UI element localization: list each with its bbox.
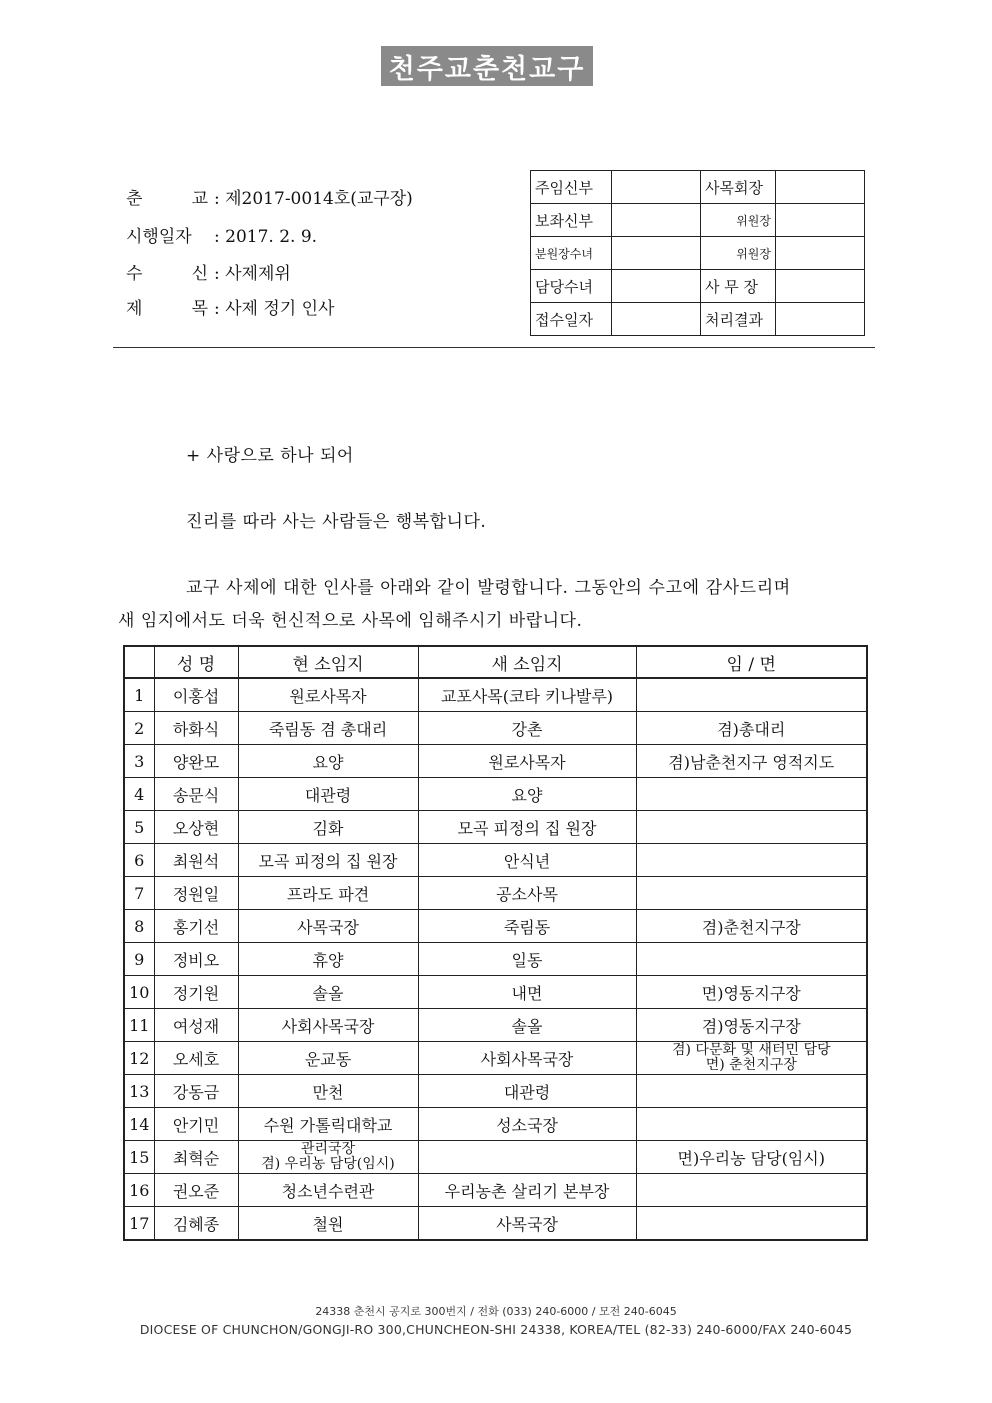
appointment-note-line: 겸) 다문화 및 새터민 담당 [671,1042,831,1058]
new-post [418,1141,636,1174]
motto-text: 진리를 따라 사는 사람들은 행복합니다. [186,512,487,532]
current-post: 김화 [238,811,418,844]
appointment-note [636,943,867,976]
table-row [124,976,867,1009]
approval-sign-field[interactable] [776,171,865,204]
approval-label: 주임신부 [531,171,612,204]
current-post: 만천 [238,1075,418,1108]
new-post: 공소사목 [418,877,636,910]
effective-date-label: 시행일자 [126,227,192,247]
new-post: 모곡 피정의 집 원장 [418,811,636,844]
new-post: 사목국장 [418,1207,636,1241]
approval-sign-field[interactable] [612,171,701,204]
priest-name: 안기민 [154,1108,238,1141]
appointment-note [636,844,867,877]
approval-row [531,303,865,336]
row-number: 7 [124,877,154,910]
approval-label: 처리결과 [701,303,776,336]
personnel-table [123,645,868,1241]
current-post: 솔올 [238,976,418,1009]
current-post: 사회사목국장 [238,1009,418,1042]
priest-name: 하화식 [154,712,238,745]
table-row [124,745,867,778]
row-number: 3 [124,745,154,778]
intro-line-2: 새 임지에서도 더욱 헌신적으로 사목에 임해주시기 바랍니다. [118,611,583,631]
priest-name: 최혁순 [154,1141,238,1174]
new-post: 사회사목국장 [418,1042,636,1075]
row-number: 5 [124,811,154,844]
appointment-note: 겸)총대리 [636,712,867,745]
col-header-current: 현 소임지 [238,646,418,678]
approval-row [531,171,865,204]
row-number: 10 [124,976,154,1009]
intro-line-1: 교구 사제에 대한 인사를 아래와 같이 발령합니다. 그동안의 수고에 감사드리며 [186,578,791,598]
approval-sign-field[interactable] [776,303,865,336]
current-post: 프라도 파견 [238,877,418,910]
header-divider [113,347,875,348]
footer-address-korean: 24338 춘천시 공지로 300번지 / 전화 (033) 240-6000 / 모전 240-6045 [315,1305,677,1318]
approval-label: 사목회장 [701,171,776,204]
table-row [124,910,867,943]
recipient-value: : 사제제위 [214,264,291,284]
diocese-logo: 천주교춘천교구 [381,46,593,86]
recipient-line [126,264,291,284]
current-post: 원로사목자 [238,678,418,712]
current-post-line: 관리국장 [300,1141,356,1157]
new-post: 성소국장 [418,1108,636,1141]
priest-name: 강동금 [154,1075,238,1108]
row-number: 15 [124,1141,154,1174]
row-number: 16 [124,1174,154,1207]
current-post: 모곡 피정의 집 원장 [238,844,418,877]
approval-box [530,170,865,336]
row-number: 8 [124,910,154,943]
current-post: 대관령 [238,778,418,811]
effective-date-value: : 2017. 2. 9. [214,227,318,247]
current-post: 철원 [238,1207,418,1241]
appointment-note: 면)우리농 담당(임시) [636,1141,867,1174]
row-number: 9 [124,943,154,976]
appointment-note: 겸)남춘천지구 영적지도 [636,745,867,778]
priest-name: 양완모 [154,745,238,778]
approval-sign-field[interactable] [612,270,701,303]
table-row [124,1042,867,1075]
table-row [124,811,867,844]
table-row [124,844,867,877]
approval-label: 접수일자 [531,303,612,336]
row-number: 1 [124,678,154,712]
table-row [124,712,867,745]
col-header-new: 새 소임지 [418,646,636,678]
appointment-note-line: 면) 춘천지구장 [705,1057,797,1073]
table-row [124,1141,867,1174]
appointment-note [636,1042,867,1075]
approval-label: 보좌신부 [531,204,612,237]
greeting-text: + 사랑으로 하나 되어 [186,446,354,466]
appointment-note [636,811,867,844]
row-number: 12 [124,1042,154,1075]
table-row [124,678,867,712]
priest-name: 이홍섭 [154,678,238,712]
appointment-note [636,778,867,811]
row-number: 4 [124,778,154,811]
appointment-note [636,877,867,910]
new-post: 강촌 [418,712,636,745]
doc-number-value: : 제2017-0014호(교구장) [214,189,413,209]
approval-sign-field[interactable] [776,270,865,303]
new-post: 원로사목자 [418,745,636,778]
table-row [124,1009,867,1042]
new-post: 교포사목(코타 키나발루) [418,678,636,712]
appointment-note: 겸)영동지구장 [636,1009,867,1042]
table-row [124,778,867,811]
effective-date-line [126,227,317,247]
current-post: 수원 가톨릭대학교 [238,1108,418,1141]
table-row [124,877,867,910]
row-number: 13 [124,1075,154,1108]
table-row [124,1108,867,1141]
priest-name: 정원일 [154,877,238,910]
approval-sign-field[interactable] [776,237,865,270]
appointment-note: 면)영동지구장 [636,976,867,1009]
appointment-note [636,1108,867,1141]
approval-row [531,204,865,237]
priest-name: 정기원 [154,976,238,1009]
priest-name: 최원석 [154,844,238,877]
current-post: 죽림동 겸 총대리 [238,712,418,745]
footer-address-english: DIOCESE OF CHUNCHON/GONGJI-RO 300,CHUNCHEON-SHI 24338, KOREA/TEL (82-33) 240-6000/FAX 240-6045 [139,1322,853,1337]
approval-row [531,237,865,270]
priest-name: 송문식 [154,778,238,811]
subject-value: : 사제 정기 인사 [214,299,335,319]
appointment-note [636,1174,867,1207]
approval-sign-field[interactable] [612,204,701,237]
new-post: 일동 [418,943,636,976]
priest-name: 여성재 [154,1009,238,1042]
new-post: 요양 [418,778,636,811]
row-number: 14 [124,1108,154,1141]
col-header-duty: 임 / 면 [636,646,867,678]
current-post: 운교동 [238,1042,418,1075]
table-row [124,943,867,976]
approval-sign-field[interactable] [612,303,701,336]
col-header-name: 성 명 [154,646,238,678]
doc-number-line [126,189,413,209]
table-row [124,1207,867,1241]
approval-sign-field[interactable] [612,237,701,270]
current-post: 청소년수련관 [238,1174,418,1207]
priest-name: 오세호 [154,1042,238,1075]
appointment-note [636,1207,867,1241]
new-post: 우리농촌 살리기 본부장 [418,1174,636,1207]
priest-name: 권오준 [154,1174,238,1207]
row-number: 17 [124,1207,154,1241]
row-number: 2 [124,712,154,745]
table-header-row [124,646,867,678]
recipient-label: 수 신 [126,264,208,284]
new-post: 솔올 [418,1009,636,1042]
row-number: 6 [124,844,154,877]
row-number: 11 [124,1009,154,1042]
subject-label: 제 목 [126,299,208,319]
approval-label: 위원장 [701,237,776,270]
appointment-note [636,678,867,712]
new-post: 내면 [418,976,636,1009]
new-post: 죽림동 [418,910,636,943]
appointment-note [636,1075,867,1108]
appointment-note: 겸)춘천지구장 [636,910,867,943]
new-post: 대관령 [418,1075,636,1108]
approval-row [531,270,865,303]
current-post: 휴양 [238,943,418,976]
priest-name: 홍기선 [154,910,238,943]
approval-label: 사 무 장 [701,270,776,303]
approval-label: 분원장수녀 [531,237,612,270]
approval-sign-field[interactable] [776,204,865,237]
table-row [124,1075,867,1108]
col-header-no [124,646,154,678]
priest-name: 김혜종 [154,1207,238,1241]
subject-line [126,299,334,319]
new-post: 안식년 [418,844,636,877]
doc-number-label: 춘 교 [126,189,208,209]
approval-label: 담당수녀 [531,270,612,303]
approval-label: 위원장 [701,204,776,237]
current-post [238,1141,418,1174]
priest-name: 정비오 [154,943,238,976]
current-post: 요양 [238,745,418,778]
table-row [124,1174,867,1207]
current-post-line: 겸) 우리농 담당(임시) [261,1156,395,1172]
current-post: 사목국장 [238,910,418,943]
priest-name: 오상현 [154,811,238,844]
